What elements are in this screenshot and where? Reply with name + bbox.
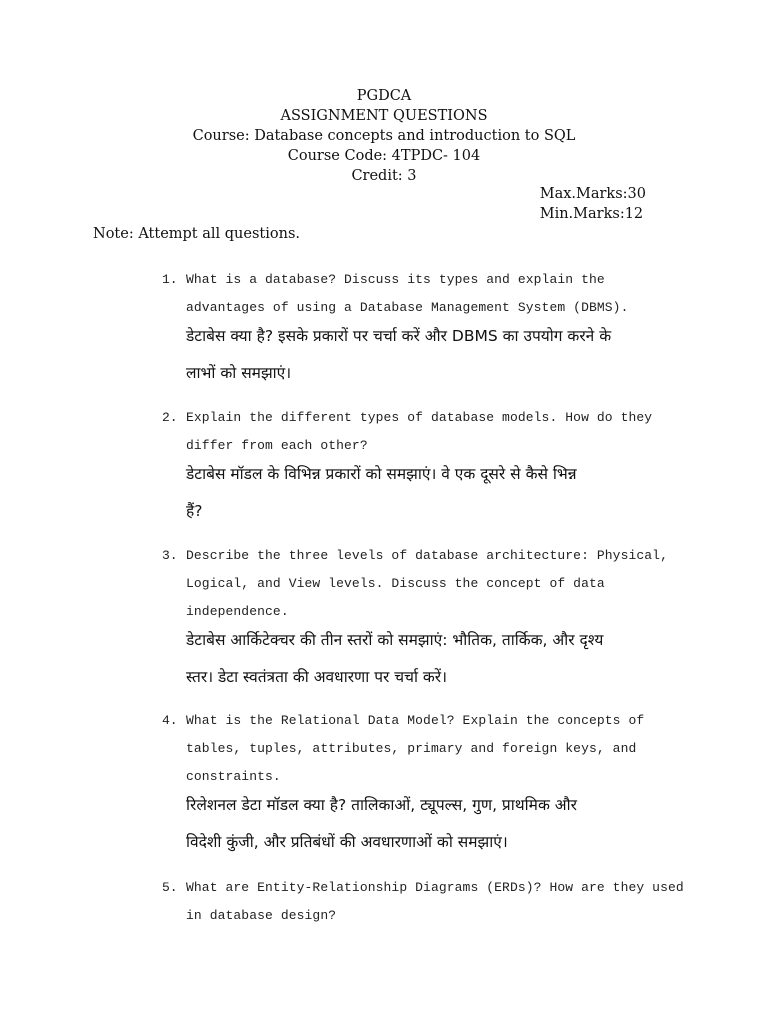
question-english xyxy=(186,404,686,460)
english-line: constraints. xyxy=(186,769,281,784)
english-line: Explain the different types of database models. How do they xyxy=(186,410,653,425)
question-number: 5. xyxy=(162,880,178,895)
english-line: advantages of using a Database Management System (DBMS). xyxy=(186,300,629,315)
question-english xyxy=(186,542,686,626)
english-line: differ from each other? xyxy=(186,438,368,453)
hindi-line: डेटाबेस आर्किटेक्चर की तीन स्तरों को समझाएं: भौतिक, तार्किक, और दृश्य xyxy=(186,631,604,649)
course-name: Course: Database concepts and introduction to SQL xyxy=(192,128,576,144)
question-number: 4. xyxy=(162,713,178,728)
question-hindi xyxy=(186,318,686,392)
hindi-line: डेटाबेस मॉडल के विभिन्न प्रकारों को समझाएं। वे एक दूसरे से कैसे भिन्न xyxy=(186,465,577,483)
question-body xyxy=(186,542,686,696)
english-line: in database design? xyxy=(186,908,337,923)
hindi-line: हैं? xyxy=(186,502,203,520)
english-line: independence. xyxy=(186,604,289,619)
english-line: Describe the three levels of database architecture: Physical, xyxy=(186,548,668,563)
document-title: ASSIGNMENT QUESTIONS xyxy=(280,108,488,124)
english-line: What is a database? Discuss its types and explain the xyxy=(186,272,605,287)
english-line: Logical, and View levels. Discuss the concept of data xyxy=(186,576,605,591)
hindi-line: विदेशी कुंजी, और प्रतिबंधों की अवधारणाओं को समझाएं। xyxy=(186,833,508,851)
min-marks: Min.Marks:12 xyxy=(539,206,644,222)
question-english xyxy=(186,707,686,791)
question-number: 1. xyxy=(162,272,178,287)
question-body xyxy=(186,874,686,930)
question-hindi xyxy=(186,787,686,861)
question-body xyxy=(186,707,686,861)
question-english xyxy=(186,874,686,930)
question-hindi xyxy=(186,622,686,696)
hindi-line: रिलेशनल डेटा मॉडल क्या है? तालिकाओं, ट्यूपल्स, गुण, प्राथमिक और xyxy=(186,796,577,814)
english-line: tables, tuples, attributes, primary and foreign keys, and xyxy=(186,741,637,756)
assignment-header xyxy=(0,86,768,186)
question-number: 2. xyxy=(162,410,178,425)
english-line: What is the Relational Data Model? Explain the concepts of xyxy=(186,713,645,728)
question-number: 3. xyxy=(162,548,178,563)
course-code: Course Code: 4TPDC- 104 xyxy=(287,148,481,164)
question-english xyxy=(186,266,686,322)
marks-block xyxy=(540,184,646,224)
credit: Credit: 3 xyxy=(351,168,417,184)
question-body xyxy=(186,404,686,530)
question-body xyxy=(186,266,686,392)
english-line: What are Entity-Relationship Diagrams (ERDs)? How are they used xyxy=(186,880,684,895)
max-marks: Max.Marks:30 xyxy=(539,186,646,202)
hindi-line: लाभों को समझाएं। xyxy=(186,364,292,382)
hindi-line: स्तर। डेटा स्वतंत्रता की अवधारणा पर चर्चा करें। xyxy=(186,668,448,686)
question-hindi xyxy=(186,456,686,530)
program-name: PGDCA xyxy=(356,88,412,104)
instruction-note: Note: Attempt all questions. xyxy=(93,226,300,242)
hindi-line: डेटाबेस क्या है? इसके प्रकारों पर चर्चा करें और DBMS का उपयोग करने के xyxy=(186,327,612,345)
